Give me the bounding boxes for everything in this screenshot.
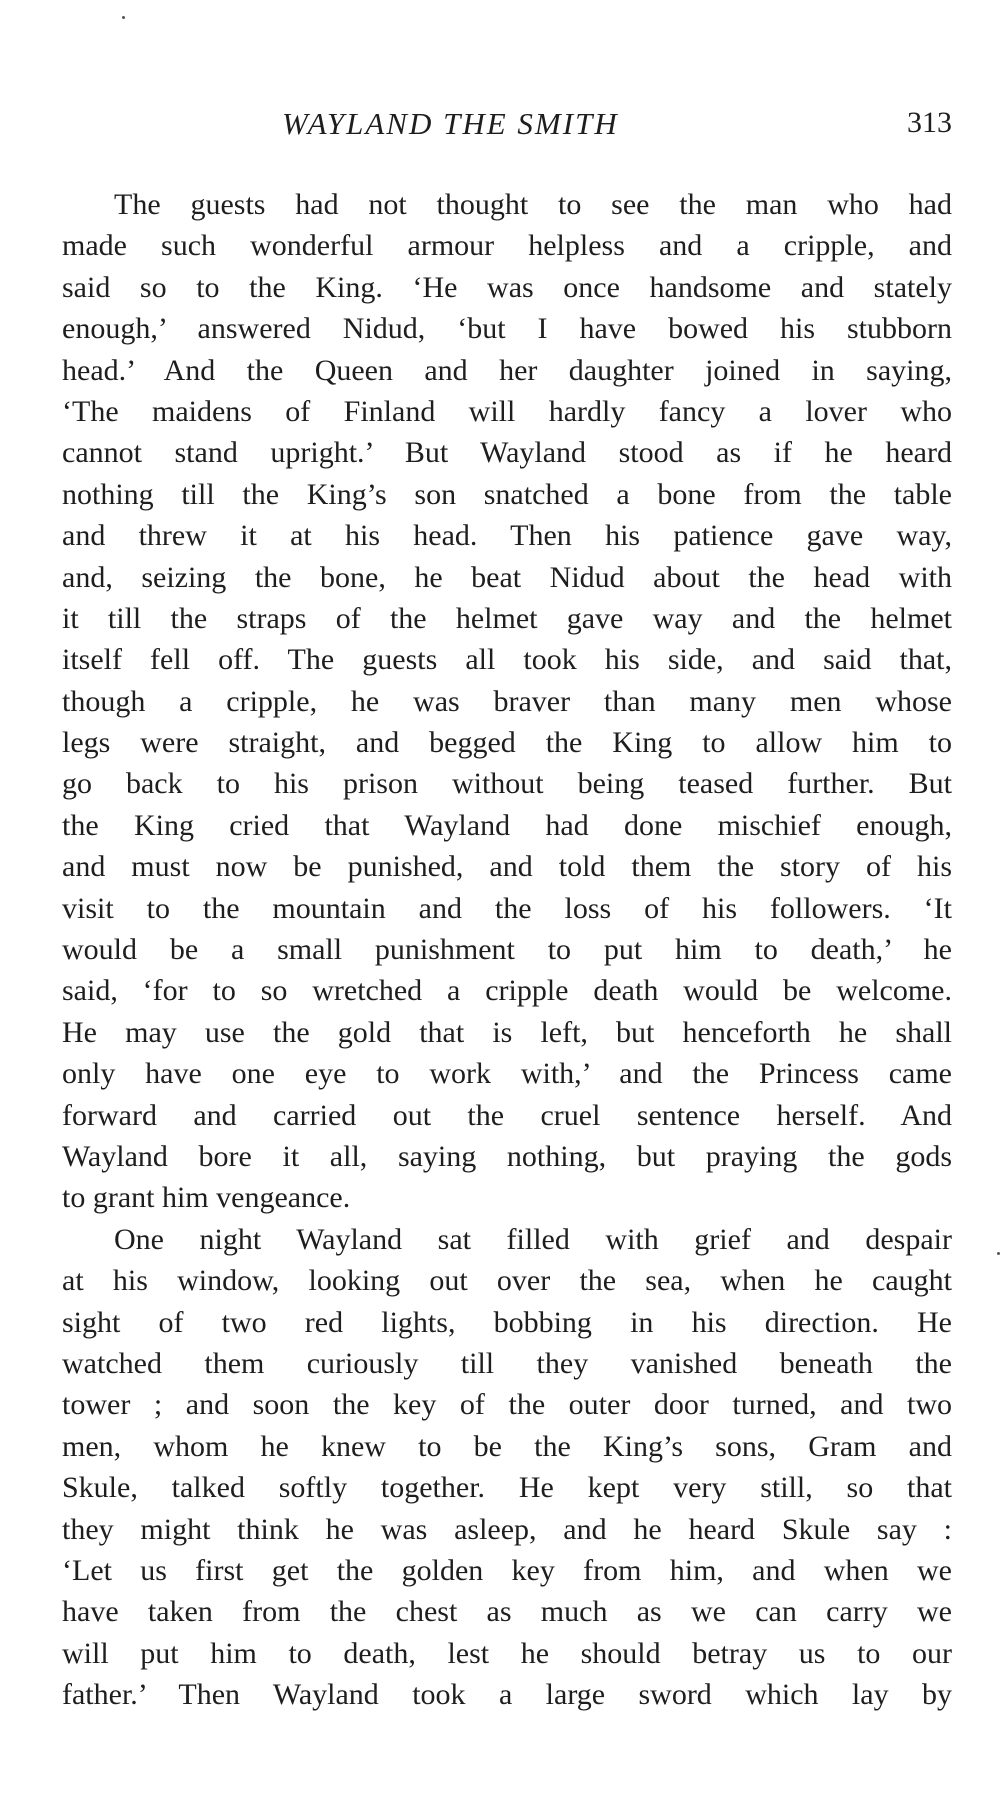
text-line: cannot stand upright.’ But Wayland stood as if he heard [62, 436, 952, 470]
text-line: have taken from the chest as much as we can carry we [62, 1595, 952, 1629]
text-line: father.’ Then Wayland took a large sword which lay by [62, 1678, 952, 1712]
text-line: Wayland bore it all, saying nothing, but praying the gods [62, 1139, 952, 1173]
text-line: men, whom he knew to be the King’s sons, Gram and [62, 1429, 952, 1463]
body-text [62, 184, 952, 1715]
text-line: nothing till the King’s son snatched a bone from the table [62, 477, 952, 511]
text-line: legs were straight, and begged the King to allow him to [62, 726, 952, 760]
page-header [62, 106, 952, 150]
text-line: said so to the King. ‘He was once handsome and stately [62, 270, 952, 304]
text-line: and must now be punished, and told them the story of his [62, 850, 952, 884]
text-line: enough,’ answered Nidud, ‘but I have bowed his stubborn [62, 312, 952, 346]
text-line: made such wonderful armour helpless and a cripple, and [62, 229, 952, 263]
print-speck [122, 16, 125, 19]
text-line: it till the straps of the helmet gave way and the helmet [62, 601, 952, 635]
text-line: ‘Let us first get the golden key from him, and when we [62, 1553, 952, 1587]
text-line: to grant him vengeance. [62, 1181, 351, 1215]
text-line: and threw it at his head. Then his patience gave way, [62, 519, 952, 553]
text-line: will put him to death, lest he should betray us to our [62, 1636, 952, 1670]
text-line: go back to his prison without being teased further. But [62, 767, 952, 801]
text-line: the King cried that Wayland had done mischief enough, [62, 808, 952, 842]
text-line: ‘The maidens of Finland will hardly fancy a lover who [62, 394, 952, 428]
text-line: they might think he was asleep, and he heard Skule say : [62, 1512, 952, 1546]
text-line: sight of two red lights, bobbing in his direction. He [62, 1305, 952, 1339]
text-line: forward and carried out the cruel sentence herself. And [62, 1098, 952, 1132]
text-line: would be a small punishment to put him to death,’ he [62, 933, 952, 967]
text-line: head.’ And the Queen and her daughter joined in saying, [62, 353, 952, 387]
text-line: and, seizing the bone, he beat Nidud about the head with [62, 560, 952, 594]
page-number: 313 [907, 106, 952, 139]
paragraph-2 [62, 1219, 952, 1716]
paragraph-1 [62, 184, 952, 1219]
text-line: though a cripple, he was braver than many men whose [62, 684, 952, 718]
text-line: watched them curiously till they vanished beneath the [62, 1346, 952, 1380]
text-line: He may use the gold that is left, but henceforth he shall [62, 1015, 952, 1049]
running-title: WAYLAND THE SMITH [282, 106, 619, 141]
text-line: tower ; and soon the key of the outer door turned, and two [62, 1388, 952, 1422]
text-line: said, ‘for to so wretched a cripple death would be welcome. [62, 974, 952, 1008]
text-line: only have one eye to work with,’ and the Princess came [62, 1057, 952, 1091]
text-line: One night Wayland sat filled with grief and despair [114, 1222, 952, 1256]
text-line: The guests had not thought to see the man who had [114, 188, 952, 221]
text-line: at his window, looking out over the sea, when he caught [62, 1264, 952, 1298]
text-line: visit to the mountain and the loss of his followers. ‘It [62, 891, 952, 925]
text-line: Skule, talked softly together. He kept very still, so that [62, 1471, 952, 1505]
text-line: itself fell off. The guests all took his side, and said that, [62, 643, 952, 677]
